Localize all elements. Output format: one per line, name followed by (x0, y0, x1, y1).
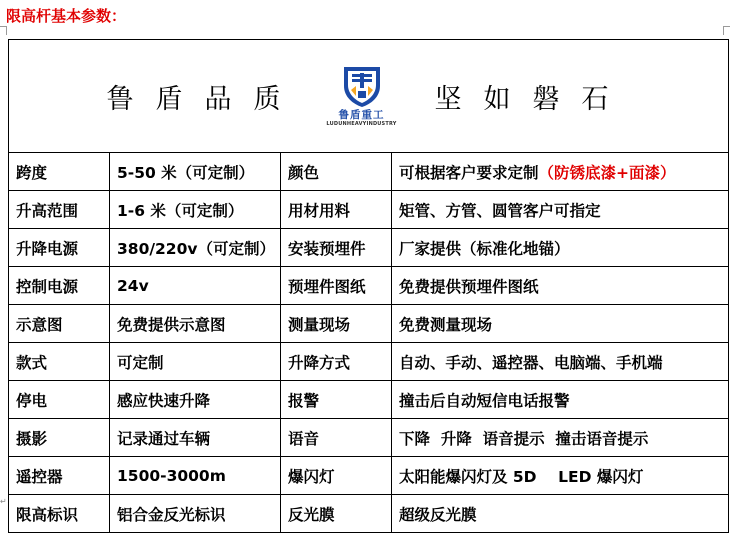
param-label: 跨度 (9, 153, 110, 191)
margin-corner-mark (0, 26, 7, 35)
margin-corner-mark (723, 26, 730, 35)
param-label: 用材用料 (281, 191, 392, 229)
param-label: 款式 (9, 343, 110, 381)
param-value: 5-50 米（可定制） (110, 153, 281, 191)
param-label: 升高范围 (9, 191, 110, 229)
banner-row (9, 40, 729, 153)
param-value: 记录通过车辆 (110, 419, 281, 457)
param-label: 示意图 (9, 305, 110, 343)
param-label: 预埋件图纸 (281, 267, 392, 305)
paragraph-mark-icon: ↵ (0, 497, 7, 506)
company-logo (325, 64, 399, 128)
table-row (9, 419, 729, 457)
param-value: 自动、手动、遥控器、电脑端、手机端 (392, 343, 729, 381)
param-value: 厂家提供（标准化地锚） (392, 229, 729, 267)
param-value: 下降 升降 语音提示 撞击语音提示 (392, 419, 729, 457)
param-value (392, 153, 729, 191)
param-value: 撞击后自动短信电话报警 (392, 381, 729, 419)
param-value: 免费测量现场 (392, 305, 729, 343)
banner-cell (9, 40, 729, 153)
shield-logo-icon (340, 64, 384, 108)
logo-subtitle: LUDUNHEAVYINDUSTRY (326, 121, 397, 127)
table-row (9, 381, 729, 419)
param-label: 升降方式 (281, 343, 392, 381)
param-label: 安装预埋件 (281, 229, 392, 267)
table-row (9, 153, 729, 191)
param-label: 爆闪灯 (281, 457, 392, 495)
param-value-highlight: （防锈底漆+面漆） (538, 163, 676, 182)
param-label: 限高标识 (9, 495, 110, 533)
param-label: 升降电源 (9, 229, 110, 267)
param-value: 380/220v（可定制） (110, 229, 281, 267)
table-row (9, 305, 729, 343)
param-label: 摄影 (9, 419, 110, 457)
page-title: 限高杆基本参数： (6, 7, 127, 25)
param-value: 1-6 米（可定制） (110, 191, 281, 229)
param-value: 1500-3000m (110, 457, 281, 495)
table-row (9, 457, 729, 495)
param-label: 控制电源 (9, 267, 110, 305)
spec-table (8, 39, 729, 533)
param-label: 遥控器 (9, 457, 110, 495)
param-value: 可定制 (110, 343, 281, 381)
param-value: 矩管、方管、圆管客户可指定 (392, 191, 729, 229)
table-row (9, 229, 729, 267)
table-row (9, 343, 729, 381)
table-row (9, 495, 729, 533)
slogan-left: 鲁盾品质 (106, 83, 303, 115)
param-value: 太阳能爆闪灯及 5D LED 爆闪灯 (392, 457, 729, 495)
param-label: 反光膜 (281, 495, 392, 533)
param-value: 免费提供示意图 (110, 305, 281, 343)
param-value: 24v (110, 267, 281, 305)
param-label: 颜色 (281, 153, 392, 191)
param-label: 报警 (281, 381, 392, 419)
param-value-text: 可根据客户要求定制 (399, 163, 539, 182)
param-value: 感应快速升降 (110, 381, 281, 419)
slogan-right: 坚如磐石 (434, 83, 631, 115)
table-row (9, 267, 729, 305)
param-label: 停电 (9, 381, 110, 419)
param-label: 语音 (281, 419, 392, 457)
table-row (9, 191, 729, 229)
logo-name: 鲁盾重工 (338, 109, 385, 121)
param-value: 免费提供预埋件图纸 (392, 267, 729, 305)
param-value: 超级反光膜 (392, 495, 729, 533)
param-value: 铝合金反光标识 (110, 495, 281, 533)
param-label: 测量现场 (281, 305, 392, 343)
